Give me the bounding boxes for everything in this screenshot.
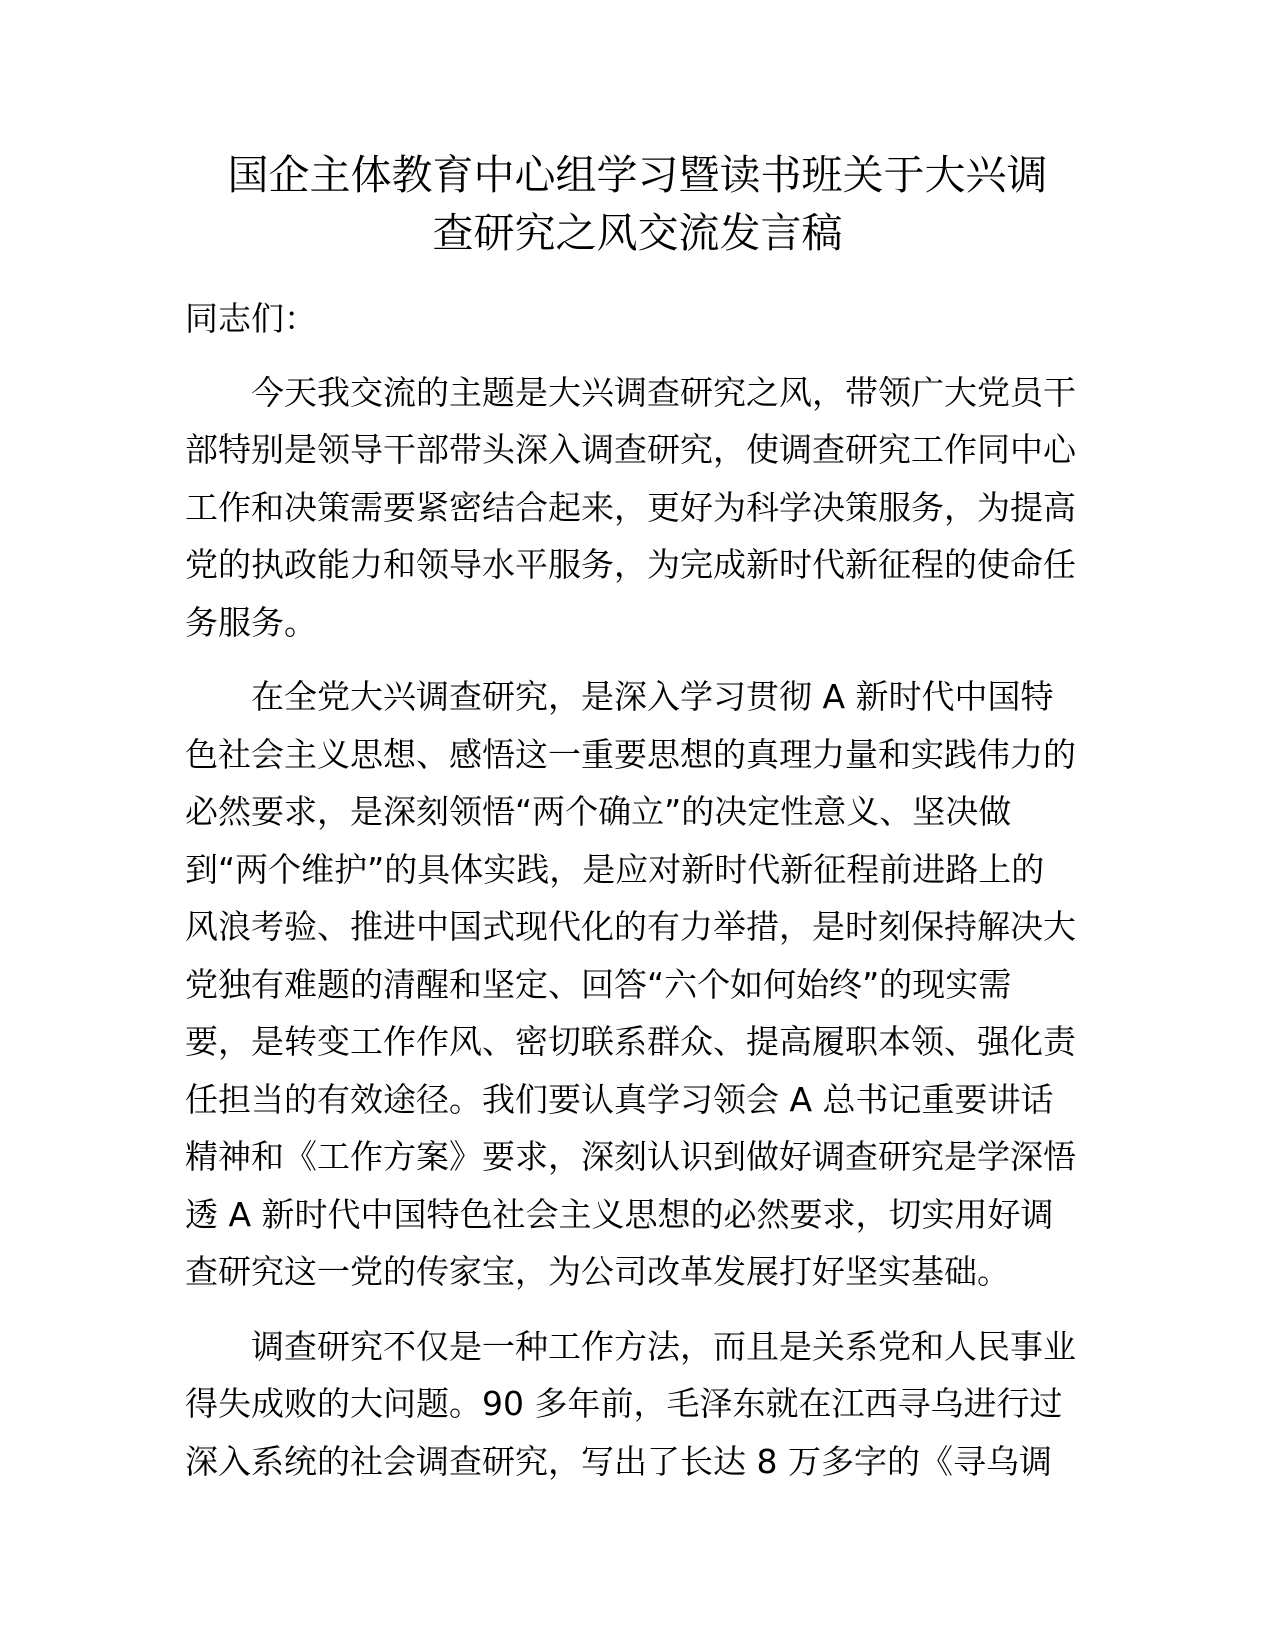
salutation: 同志们：: [185, 299, 317, 338]
text-line: 色社会主义思想、感悟这一重要思想的真理力量和实践伟力的: [185, 734, 1076, 774]
document-title: [120, 146, 1155, 262]
text-line: 工作和决策需要紧密结合起来，更好为科学决策服务，为提高: [185, 487, 1076, 527]
text-line: 透 A 新时代中国特色社会主义思想的必然要求，切实用好调: [185, 1194, 1054, 1234]
text-line: 任担当的有效途径。我们要认真学习领会 A 总书记重要讲话: [185, 1079, 1054, 1119]
text-line: 必然要求，是深刻领悟“两个确立”的决定性意义、坚决做: [185, 792, 1012, 831]
text-line: 要，是转变工作作风、密切联系群众、提高履职本领、强化责: [185, 1022, 1076, 1061]
paragraph-1: [185, 364, 1080, 652]
paragraph-2: [185, 668, 1080, 1301]
text-line: 得失成败的大问题。90 多年前，毛泽东就在江西寻乌进行过: [185, 1384, 1063, 1423]
title-line-1: 国企主体教育中心组学习暨读书班关于大兴调: [227, 151, 1048, 199]
document-body: [185, 290, 1080, 1490]
text-line: 到“两个维护”的具体实践，是应对新时代新征程前进路上的: [185, 849, 1045, 889]
text-line: 党独有难题的清醒和坚定、回答“六个如何始终”的现实需: [185, 964, 1012, 1004]
text-line: 今天我交流的主题是大兴调查研究之风，带领广大党员干: [251, 372, 1076, 412]
text-line: 查研究这一党的传家宝，为公司改革发展打好坚实基础。: [185, 1252, 1010, 1291]
text-line: 深入系统的社会调查研究，写出了长达 8 万多字的《寻乌调: [185, 1441, 1052, 1481]
text-line: 调查研究不仅是一种工作方法，而且是关系党和人民事业: [251, 1326, 1076, 1366]
text-line: 精神和《工作方案》要求，深刻认识到做好调查研究是学深悟: [185, 1137, 1076, 1176]
text-line: 党的执政能力和领导水平服务，为完成新时代新征程的使命任: [185, 545, 1076, 584]
text-line: 风浪考验、推进中国式现代化的有力举措，是时刻保持解决大: [185, 907, 1076, 946]
text-line: 务服务。: [185, 602, 317, 642]
text-line: 部特别是领导干部带头深入调查研究，使调查研究工作同中心: [185, 430, 1076, 469]
paragraph-3: [185, 1318, 1080, 1491]
text-line: 在全党大兴调查研究，是深入学习贯彻 A 新时代中国特: [251, 677, 1054, 716]
title-line-2: 查研究之风交流发言稿: [432, 209, 843, 257]
